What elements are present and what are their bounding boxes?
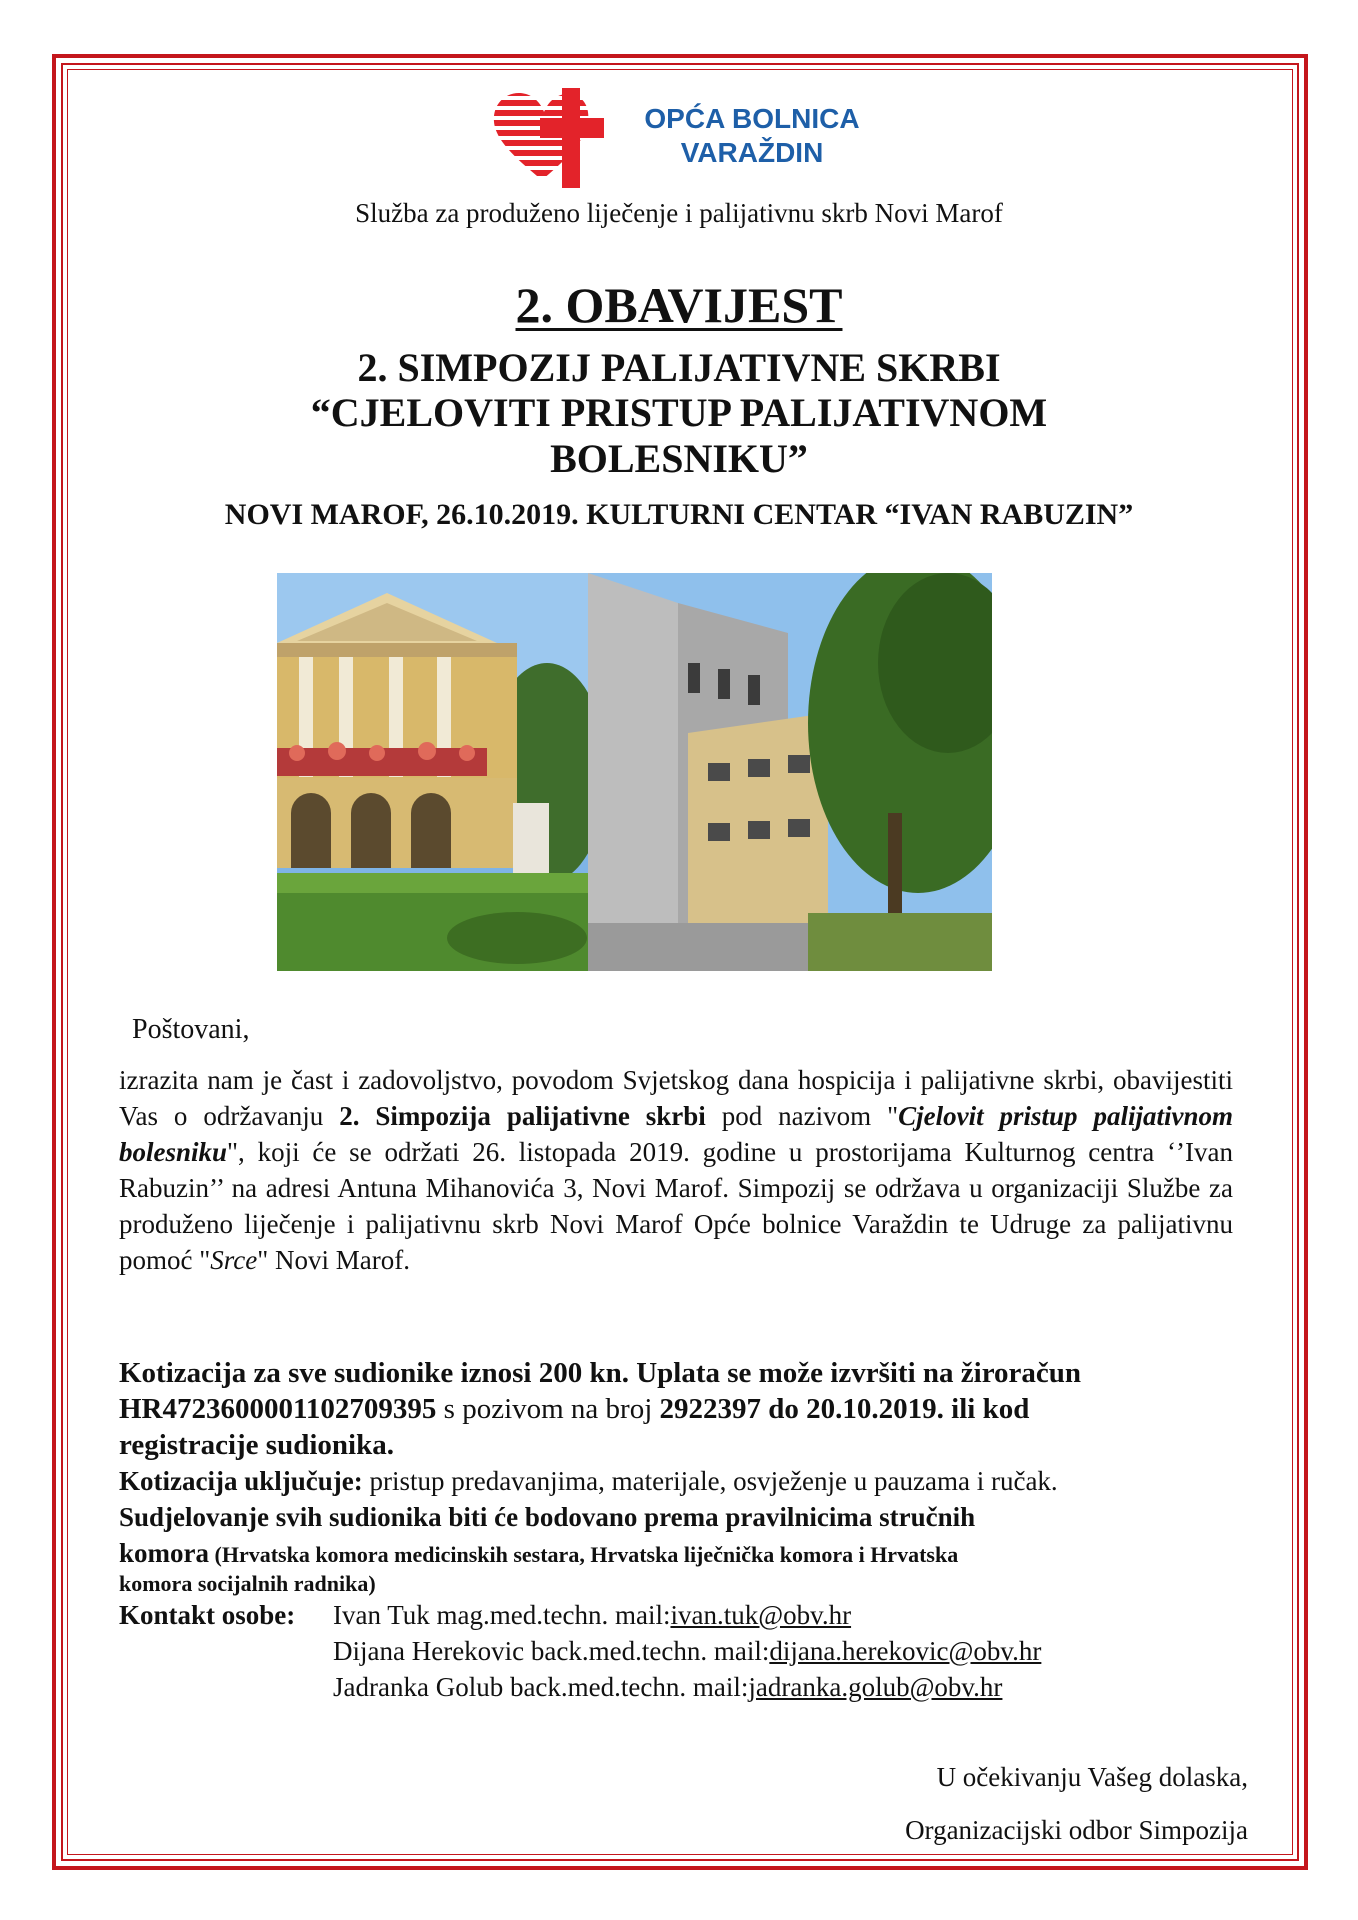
hospital-building-photo: [588, 573, 992, 971]
contact-email-link[interactable]: dijana.herekovic@obv.hr: [769, 1636, 1042, 1666]
notice-heading-text: 2. OBAVIJEST: [515, 277, 843, 333]
paragraph-text: pod nazivom ": [705, 1101, 899, 1131]
signature-committee: Organizacijski odbor Simpozija: [905, 1815, 1248, 1845]
paragraph-text: " Novi Marof.: [257, 1245, 410, 1275]
fee-line-2-text: s pozivom na broj: [436, 1393, 660, 1425]
bank-account: HR4723600001102709395: [119, 1393, 437, 1425]
fee-includes-text: pristup predavanjima, materijale, osvježenje u pauzama i ručak.: [362, 1466, 1058, 1496]
credit-line-1: Sudjelovanje svih sudionika biti će bodovano prema pravilnicima stručnih: [119, 1502, 976, 1532]
contact-label: Kontakt osobe:: [119, 1600, 296, 1630]
symposium-title: “CJELOVITI PRISTUP PALIJATIVNOM BOLESNIKU”: [310, 390, 1048, 481]
closing-line: U očekivanju Vašeg dolaska,: [936, 1762, 1248, 1792]
symposium-name-bold: 2. Simpozija palijativne skrbi: [339, 1101, 706, 1131]
hospital-name-line2: VARAŽDIN: [680, 137, 824, 168]
contact-email-link[interactable]: jadranka.golub@obv.hr: [748, 1672, 1003, 1702]
hospital-logo: [490, 84, 880, 192]
symposium-heading: 2. SIMPOZIJ PALIJATIVNE SKRBI: [357, 345, 1001, 390]
contact-row: [119, 1597, 1259, 1633]
hospital-name: [622, 102, 882, 170]
contact-row: [119, 1633, 1259, 1669]
contact-row: [119, 1669, 1259, 1705]
credit-line-2-chambers: (Hrvatska komora medicinskih sestara, Hrvatska liječnička komora i Hrvatska: [209, 1542, 959, 1567]
fee-includes-label: Kotizacija uključuje:: [119, 1466, 363, 1496]
notice-heading: [80, 276, 1278, 334]
service-name: Služba za produženo liječenje i palijativnu skrb Novi Marof: [355, 198, 1003, 228]
reference-and-deadline: 2922397 do 20.10.2019. ili kod: [659, 1393, 1030, 1425]
fee-line-3: registracije sudionika.: [119, 1429, 394, 1461]
credit-line-2-label: komora: [119, 1538, 209, 1568]
contact-person: Dijana Herekovic back.med.techn. mail:: [333, 1636, 770, 1666]
manor-building-photo: [277, 573, 588, 971]
paragraph-text: ", koji će se održati 26. listopada 2019. godine u prostorijama Kulturnog centra ‘’Ivan Rabuzin’’ na adresi Antuna Mihanovića 3, Novi Marof. Simpozij se održava u organizaciji Službe za produženo liječenje i palijativnu skrb Novi Marof Opće bolnice Varaždin te Udruge za palijativnu pomoć ": [119, 1137, 1233, 1275]
hospital-name-line1: OPĆA BOLNICA: [644, 103, 860, 134]
association-name-italic: Srce: [210, 1245, 258, 1275]
credit-line-3: komora socijalnih radnika): [119, 1571, 376, 1596]
invitation-paragraph: [119, 1062, 1233, 1278]
symposium-topic-italic: Cjelovit pristup palijativnom bolesniku: [119, 1101, 1233, 1167]
fee-line-1: Kotizacija za sve sudionike iznosi 200 kn. Uplata se može izvršiti na žiroračun: [119, 1357, 1082, 1389]
contact-person: Ivan Tuk mag.med.techn. mail:: [333, 1600, 671, 1630]
paragraph-text: izrazita nam je čast i zadovoljstvo, povodom Svjetskog dana hospicija i palijativne skrbi, obavijestiti Vas o održavanju: [119, 1065, 1233, 1131]
greeting: Poštovani,: [132, 1014, 250, 1045]
contact-email-link[interactable]: ivan.tuk@obv.hr: [670, 1600, 852, 1630]
heart-cross-icon: [490, 84, 620, 192]
venue-date-line: NOVI MAROF, 26.10.2019. KULTURNI CENTAR “IVAN RABUZIN”: [224, 498, 1134, 531]
contact-person: Jadranka Golub back.med.techn. mail:: [333, 1672, 749, 1702]
registration-info: [119, 1355, 1259, 1705]
